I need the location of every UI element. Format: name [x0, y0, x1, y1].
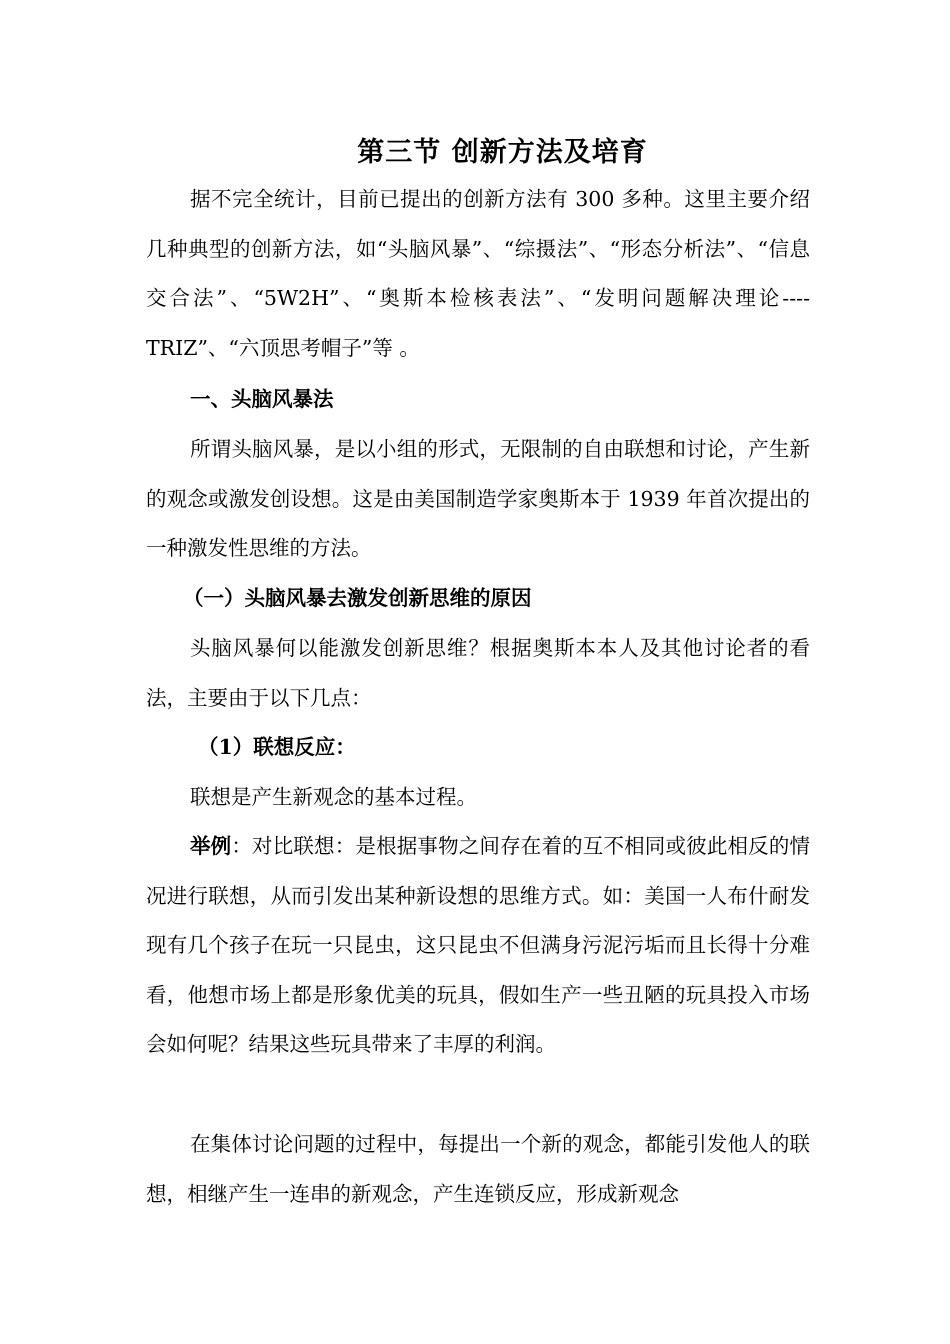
reasons-paragraph: 头脑风暴何以能激发创新思维？根据奥斯本本人及其他讨论者的看法，主要由于以下几点：: [146, 636, 810, 710]
example-text: ：对比联想：是根据事物之间存在着的互不相同或彼此相反的情况进行联想，从而引发出某种新设想的思维方式。如：美国一人布什耐发现有几个孩子在玩一只昆虫，这只昆虫不但满身污泥污垢而且长得十分难看，他想市场上都是形象优美的玩具，假如生产一些丑陋的玩具投入市场会如何呢？结果这些玩具带来了丰厚的利润。: [146, 834, 811, 1056]
chain-reaction-paragraph: 在集体讨论问题的过程中，每提出一个新的观念，都能引发他人的联想，相继产生一连串的新观念，产生连锁反应，形成新观念: [146, 1132, 810, 1206]
page-title: 第三节 创新方法及培育: [357, 137, 648, 168]
example-lead: 举例: [190, 834, 232, 858]
brainstorm-definition-paragraph: 所谓头脑风暴，是以小组的形式，无限制的自由联想和讨论，产生新的观念或激发创设想。这是由美国制造学家奥斯本于 1939 年首次提出的一种激发性思维的方法。: [146, 437, 810, 560]
point-heading-association: （1）联想反应：: [198, 735, 356, 759]
subsection-heading-reasons: （一）头脑风暴去激发创新思维的原因: [183, 586, 532, 610]
section-heading-brainstorm: 一、头脑风暴法: [190, 387, 334, 411]
association-paragraph: 联想是产生新观念的基本过程。: [190, 785, 477, 809]
example-paragraph: [146, 822, 810, 1070]
intro-paragraph: 据不完全统计，目前已提出的创新方法有 300 多种。这里主要介绍几种典型的创新方法，如“头脑风暴”、“综摄法”、“形态分析法”、“信息交合法”、“5W2H”、“奥斯本检核表法”、“发明问题解决理论----TRIZ”、“六顶思考帽子”等 。: [146, 187, 810, 360]
